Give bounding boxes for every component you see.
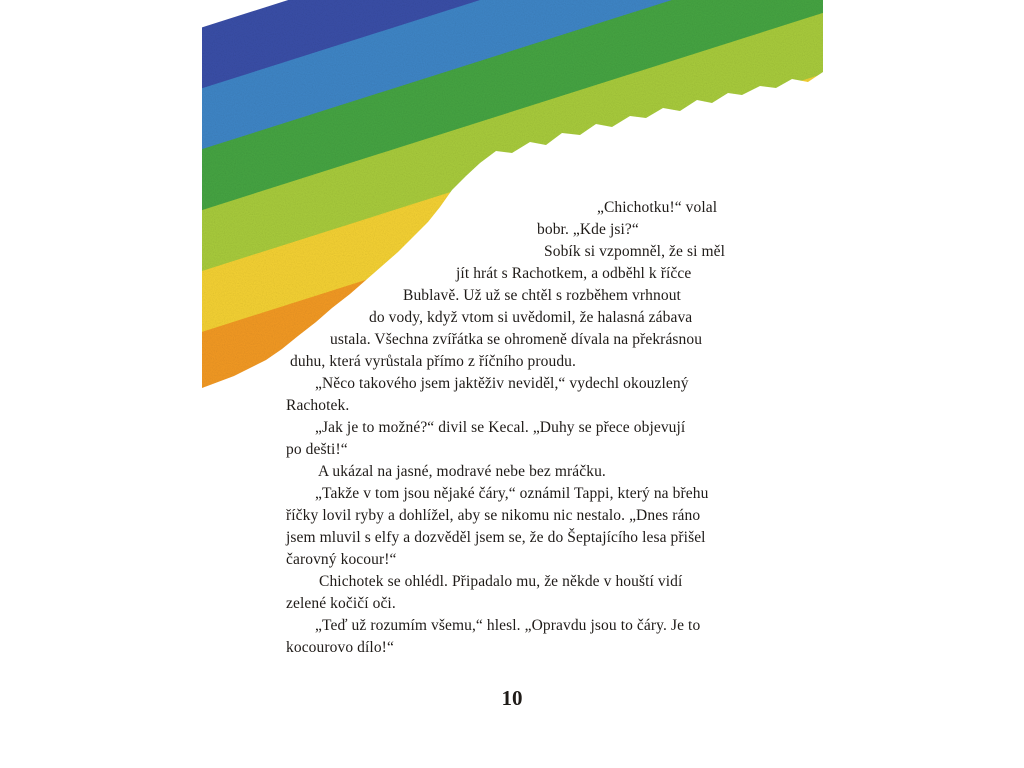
text-line: „Jak je to možné?“ divil se Kecal. „Duhy se přece objevují xyxy=(315,419,686,436)
text-line: Chichotek se ohlédl. Připadalo mu, že někde v houští vidí xyxy=(319,573,683,590)
text-line: „Něco takového jsem jaktěživ neviděl,“ vydechl okouzlený xyxy=(315,375,689,392)
text-line: říčky lovil ryby a dohlížel, aby se nikomu nic nestalo. „Dnes ráno xyxy=(286,507,701,524)
text-line: po dešti!“ xyxy=(286,441,348,458)
page-number: 10 xyxy=(501,686,523,710)
text-line: zelené kočičí oči. xyxy=(286,595,396,612)
text-line: do vody, když vtom si uvědomil, že halasná zábava xyxy=(369,309,693,326)
text-line: ustala. Všechna zvířátka se ohromeně dívala na překrásnou xyxy=(330,331,703,348)
text-line: jít hrát s Rachotkem, a odběhl k říčce xyxy=(456,265,692,282)
text-line: „Teď už rozumím všemu,“ hlesl. „Opravdu jsou to čáry. Je to xyxy=(315,617,701,634)
text-line: „Takže v tom jsou nějaké čáry,“ oznámil Tappi, který na břehu xyxy=(315,485,709,502)
text-line: duhu, která vyrůstala přímo z říčního proudu. xyxy=(290,353,577,370)
text-line: bobr. „Kde jsi?“ xyxy=(537,221,639,238)
text-line: Bublavě. Už už se chtěl s rozběhem vrhnout xyxy=(403,287,681,304)
text-line: Rachotek. xyxy=(286,397,350,414)
text-line: Sobík si vzpomněl, že si měl xyxy=(544,243,726,260)
text-line: A ukázal na jasné, modravé nebe bez mráčku. xyxy=(318,463,606,480)
text-line: jsem mluvil s elfy a dozvěděl jsem se, že do Šeptajícího lesa přišel xyxy=(286,529,706,546)
text-line: kocourovo dílo!“ xyxy=(286,639,394,656)
text-line: „Chichotku!“ volal xyxy=(597,199,718,216)
text-line: čarovný kocour!“ xyxy=(286,551,397,568)
